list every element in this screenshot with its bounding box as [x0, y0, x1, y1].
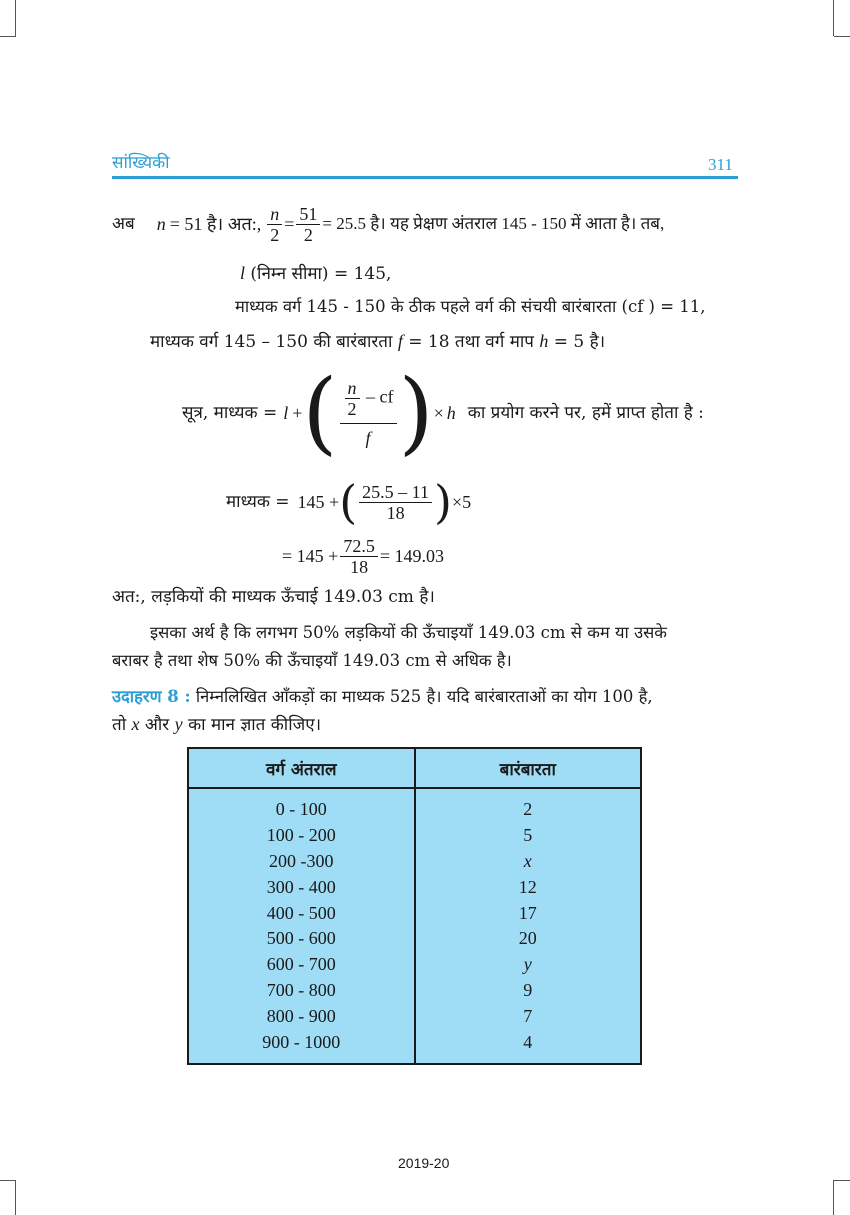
text: सूत्र, माध्यक =: [182, 403, 278, 423]
text: का मान ज्ञात कीजिए।: [188, 715, 322, 735]
crop-mark: [15, 0, 16, 36]
numerator: 51: [296, 204, 320, 225]
plus: +: [292, 403, 303, 423]
cell-frequency: y: [415, 952, 642, 978]
crop-mark: [15, 1180, 16, 1215]
denominator: 2: [303, 224, 313, 245]
text: (निम्न सीमा) = 145,: [250, 264, 392, 284]
var-l: l: [283, 403, 289, 423]
denominator: f: [365, 428, 371, 448]
n-over-2: [345, 378, 360, 419]
numerator: n: [345, 378, 360, 399]
text: = 18 तथा वर्ग माप: [408, 332, 534, 352]
minus-cf: – cf: [366, 386, 394, 407]
fraction-51-over-2: [296, 204, 320, 245]
cell-frequency: 7: [415, 1003, 642, 1029]
median-formula: [182, 360, 704, 465]
table-row: [188, 874, 641, 900]
cell-frequency: 4: [415, 1029, 642, 1064]
paragraph-line: बराबर है तथा शेष 50% की ऊँचाइयाँ 149.03 cm से अधिक है।: [112, 651, 512, 670]
var-l: l: [240, 263, 246, 283]
example-text: निम्नलिखित आँकड़ों का माध्यक 525 है। यदि बारंबारताओं का योग 100 है,: [195, 687, 653, 706]
cell-class-interval: 200 -300: [188, 849, 415, 875]
var-h: h: [539, 331, 549, 351]
chapter-title: सांख्यिकी: [112, 153, 170, 173]
header-class-interval: वर्ग अंतराल: [188, 748, 415, 788]
crop-mark: [833, 0, 834, 36]
cell-class-interval: 300 - 400: [188, 874, 415, 900]
table-row: [188, 978, 641, 1004]
header-frequency: बारंबारता: [415, 748, 642, 788]
page-number: 311: [708, 155, 733, 174]
text: और: [144, 715, 170, 735]
header-rule: [112, 176, 738, 179]
table-row: [188, 1029, 641, 1064]
right-paren: ): [398, 360, 434, 465]
frequency-table: [187, 747, 642, 1065]
cell-class-interval: 400 - 500: [188, 900, 415, 926]
line-3: माध्यक वर्ग 145 - 150 के ठीक पहले वर्ग की संचयी बारंबारता (cf ) = 11,: [235, 297, 706, 316]
cell-class-interval: 700 - 800: [188, 978, 415, 1004]
text: तो: [112, 715, 127, 735]
text: माध्यक =: [226, 492, 290, 512]
numerator: n: [267, 204, 282, 225]
cell-frequency: x: [415, 849, 642, 875]
cell-frequency: 12: [415, 874, 642, 900]
var-x: x: [131, 714, 140, 734]
table-row: [188, 952, 641, 978]
conclusion: अत:, लड़कियों की माध्यक ऊँचाई 149.03 cm है।: [112, 587, 435, 607]
text: अब: [112, 214, 135, 234]
numerator: 72.5: [340, 536, 378, 557]
table-header-row: [188, 748, 641, 788]
crop-mark: [834, 36, 850, 37]
example-label: उदाहरण 8 :: [112, 687, 191, 706]
result: = 149.03: [379, 546, 444, 566]
text: का प्रयोग करने पर, हमें प्राप्त होता है :: [467, 403, 704, 423]
cell-frequency: 9: [415, 978, 642, 1004]
footer-year: 2019-20: [398, 1155, 450, 1171]
times-five: ×5: [451, 492, 472, 512]
table-row: [188, 1003, 641, 1029]
table-row: [188, 849, 641, 875]
denominator: 18: [350, 556, 369, 577]
crop-mark: [833, 1180, 834, 1215]
left-paren: (: [339, 475, 358, 529]
denominator: 2: [270, 224, 280, 245]
fraction-n-over-2: [267, 204, 282, 245]
calc-line-2: [282, 532, 444, 580]
formula-fraction: [340, 378, 397, 448]
paragraph-line: इसका अर्थ है कि लगभग 50% लड़कियों की ऊँचाइयाँ 149.03 cm से कम या उसके: [150, 623, 667, 642]
cell-class-interval: 100 - 200: [188, 823, 415, 849]
example-heading: [112, 686, 653, 708]
cell-frequency: 20: [415, 926, 642, 952]
equals: =: [284, 214, 295, 234]
table-row: [188, 900, 641, 926]
text: = 5 है।: [553, 332, 606, 352]
cell-class-interval: 0 - 100: [188, 788, 415, 823]
text: = 145 +: [282, 546, 339, 566]
cell-class-interval: 900 - 1000: [188, 1029, 415, 1064]
cell-frequency: 17: [415, 900, 642, 926]
line-1: [112, 202, 664, 246]
example-line-2: [112, 713, 321, 736]
var-h: h: [446, 403, 456, 423]
fraction: [359, 482, 432, 523]
numerator: 25.5 – 11: [359, 482, 432, 503]
cell-class-interval: 800 - 900: [188, 1003, 415, 1029]
cell-class-interval: 600 - 700: [188, 952, 415, 978]
cell-class-interval: 500 - 600: [188, 926, 415, 952]
table-row: [188, 926, 641, 952]
cell-frequency: 5: [415, 823, 642, 849]
table-row: [188, 788, 641, 823]
crop-mark: [0, 1180, 16, 1181]
numerator: [340, 378, 397, 424]
crop-mark: [0, 36, 16, 37]
text: = 25.5 है। यह प्रेक्षण अंतराल 145 - 150 में आता है। तब,: [322, 214, 665, 233]
right-paren: ): [433, 475, 452, 529]
denominator: 2: [347, 399, 357, 419]
calc-line-1: [226, 476, 471, 528]
var-n: n: [156, 214, 166, 234]
cell-frequency: 2: [415, 788, 642, 823]
text: माध्यक वर्ग 145 – 150 की बारंबारता: [150, 332, 393, 352]
denominator: 18: [386, 502, 405, 523]
crop-mark: [834, 1180, 850, 1181]
line-2: [240, 262, 391, 285]
var-f: f: [397, 331, 403, 351]
text: = 51 है। अत:,: [169, 214, 262, 234]
times: ×: [433, 403, 444, 423]
text: 145 +: [297, 492, 340, 512]
left-paren: (: [302, 360, 338, 465]
var-y: y: [174, 714, 183, 734]
fraction: [340, 536, 378, 577]
table-row: [188, 823, 641, 849]
line-4: [150, 330, 605, 353]
